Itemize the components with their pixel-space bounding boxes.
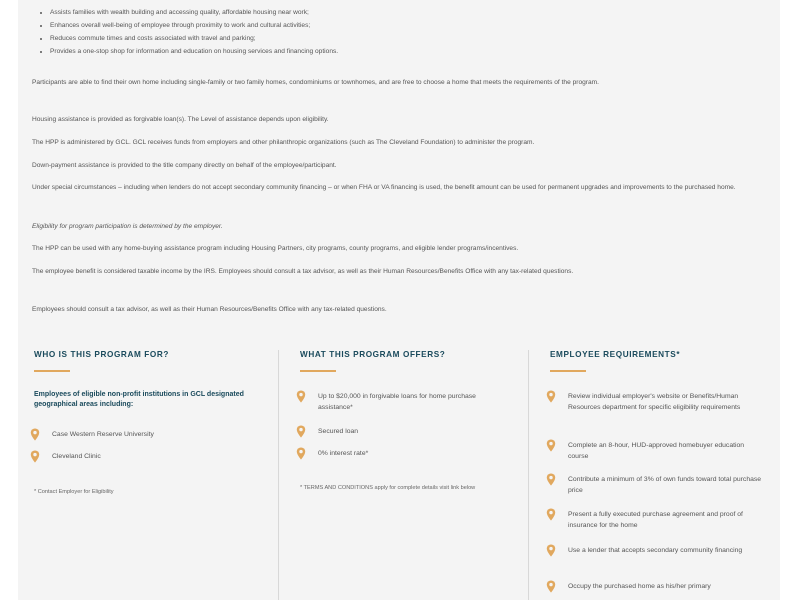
list-item-label: Occupy the purchased home as his/her primary [568,583,711,590]
terms-note: * TERMS AND CONDITIONS apply for complete details visit link below [300,485,476,491]
map-pin-icon [546,439,556,452]
column-divider [528,350,529,600]
intro-paragraph: Down-payment assistance is provided to the title company directly on behalf of the employee/participant. [32,162,337,169]
list-item-label: Present a fully executed purchase agreement and proof of insurance for the home [568,511,743,529]
map-pin-icon [546,580,556,593]
intro-paragraph: Participants are able to find their own home including single-family or two family homes, condominiums or townhomes, and are free to choose a home that meets the requirements of the program. [32,79,599,86]
map-pin-icon [30,450,40,463]
intro-paragraph: The HPP can be used with any home-buying assistance program including Housing Partners, city programs, county programs, and eligible lender programs/incentives. [32,245,519,252]
list-item-label: Case Western Reserve University [52,431,154,438]
who-subtitle: Employees of eligible non-profit institutions in GCL designated geographical areas including: [34,391,244,408]
benefits-list-wrapper [32,6,772,58]
list-item-label: Contribute a minimum of 3% of own funds toward total purchase price [568,476,762,494]
map-pin-icon [296,447,306,460]
map-pin-icon [546,390,556,403]
intro-paragraph: Employees should consult a tax advisor, as well as their Human Resources/Benefits Office with any tax-related questions. [32,306,387,313]
intro-paragraph: The HPP is administered by GCL. GCL receives funds from employers and other philanthropic organizations (such as The Cleveland Foundation) to administer the program. [32,139,535,146]
benefits-list [32,6,772,58]
requirements-title: EMPLOYEE REQUIREMENTS* [550,350,681,359]
map-pin-icon [546,473,556,486]
benefit-item: • Enhances overall well-being of employee through proximity to work and cultural activities; [50,19,772,32]
offers-title: WHAT THIS PROGRAM OFFERS? [300,350,446,359]
map-pin-icon [296,425,306,438]
title-underline [550,370,586,372]
program-intro-panel [18,0,780,332]
list-item-label: Up to $20,000 in forgivable loans for home purchase assistance* [318,393,476,411]
intro-paragraph: Under special circumstances – including when lenders do not accept secondary community financing – or when FHA or VA financing is used, the benefit amount can be used for permanent upgrades and improvements to the purchased home. [32,184,736,191]
program-details-columns [18,332,780,600]
column-divider [278,350,279,600]
map-pin-icon [546,544,556,557]
map-pin-icon [30,428,40,441]
list-item-label: Secured loan [318,428,359,435]
intro-paragraph: Eligibility for program participation is determined by the employer. [32,223,223,230]
benefit-item: • Provides a one-stop shop for information and education on housing services and financing options. [50,45,772,58]
offers-column [284,332,520,600]
map-pin-icon [296,390,306,403]
intro-paragraph: The employee benefit is considered taxable income by the IRS. Employees should consult a tax advisor, as well as their Human Resources/Benefits Office with any tax-related questions. [32,268,574,275]
requirements-column [534,332,780,600]
list-item-label: Use a lender that accepts secondary community financing [568,547,743,554]
title-underline [300,370,336,372]
who-title: WHO IS THIS PROGRAM FOR? [34,350,169,359]
benefit-item: • Reduces commute times and costs associated with travel and parking; [50,32,772,45]
eligibility-note: * Contact Employer for Eligibility [34,489,114,495]
list-item-label: Review individual employer's website or Benefits/Human Resources department for specific eligibility requirements [568,393,741,411]
list-item-label: Complete an 8-hour, HUD-approved homebuyer education course [568,442,745,460]
title-underline [34,370,70,372]
who-column [18,332,272,600]
benefit-item: • Assists families with wealth building and accessing quality, affordable housing near work; [50,6,772,19]
list-item-label: 0% interest rate* [318,450,369,457]
list-item-label: Cleveland Clinic [52,453,101,460]
map-pin-icon [546,508,556,521]
intro-paragraph: Housing assistance is provided as forgivable loan(s). The Level of assistance depends upon eligibility. [32,116,329,123]
